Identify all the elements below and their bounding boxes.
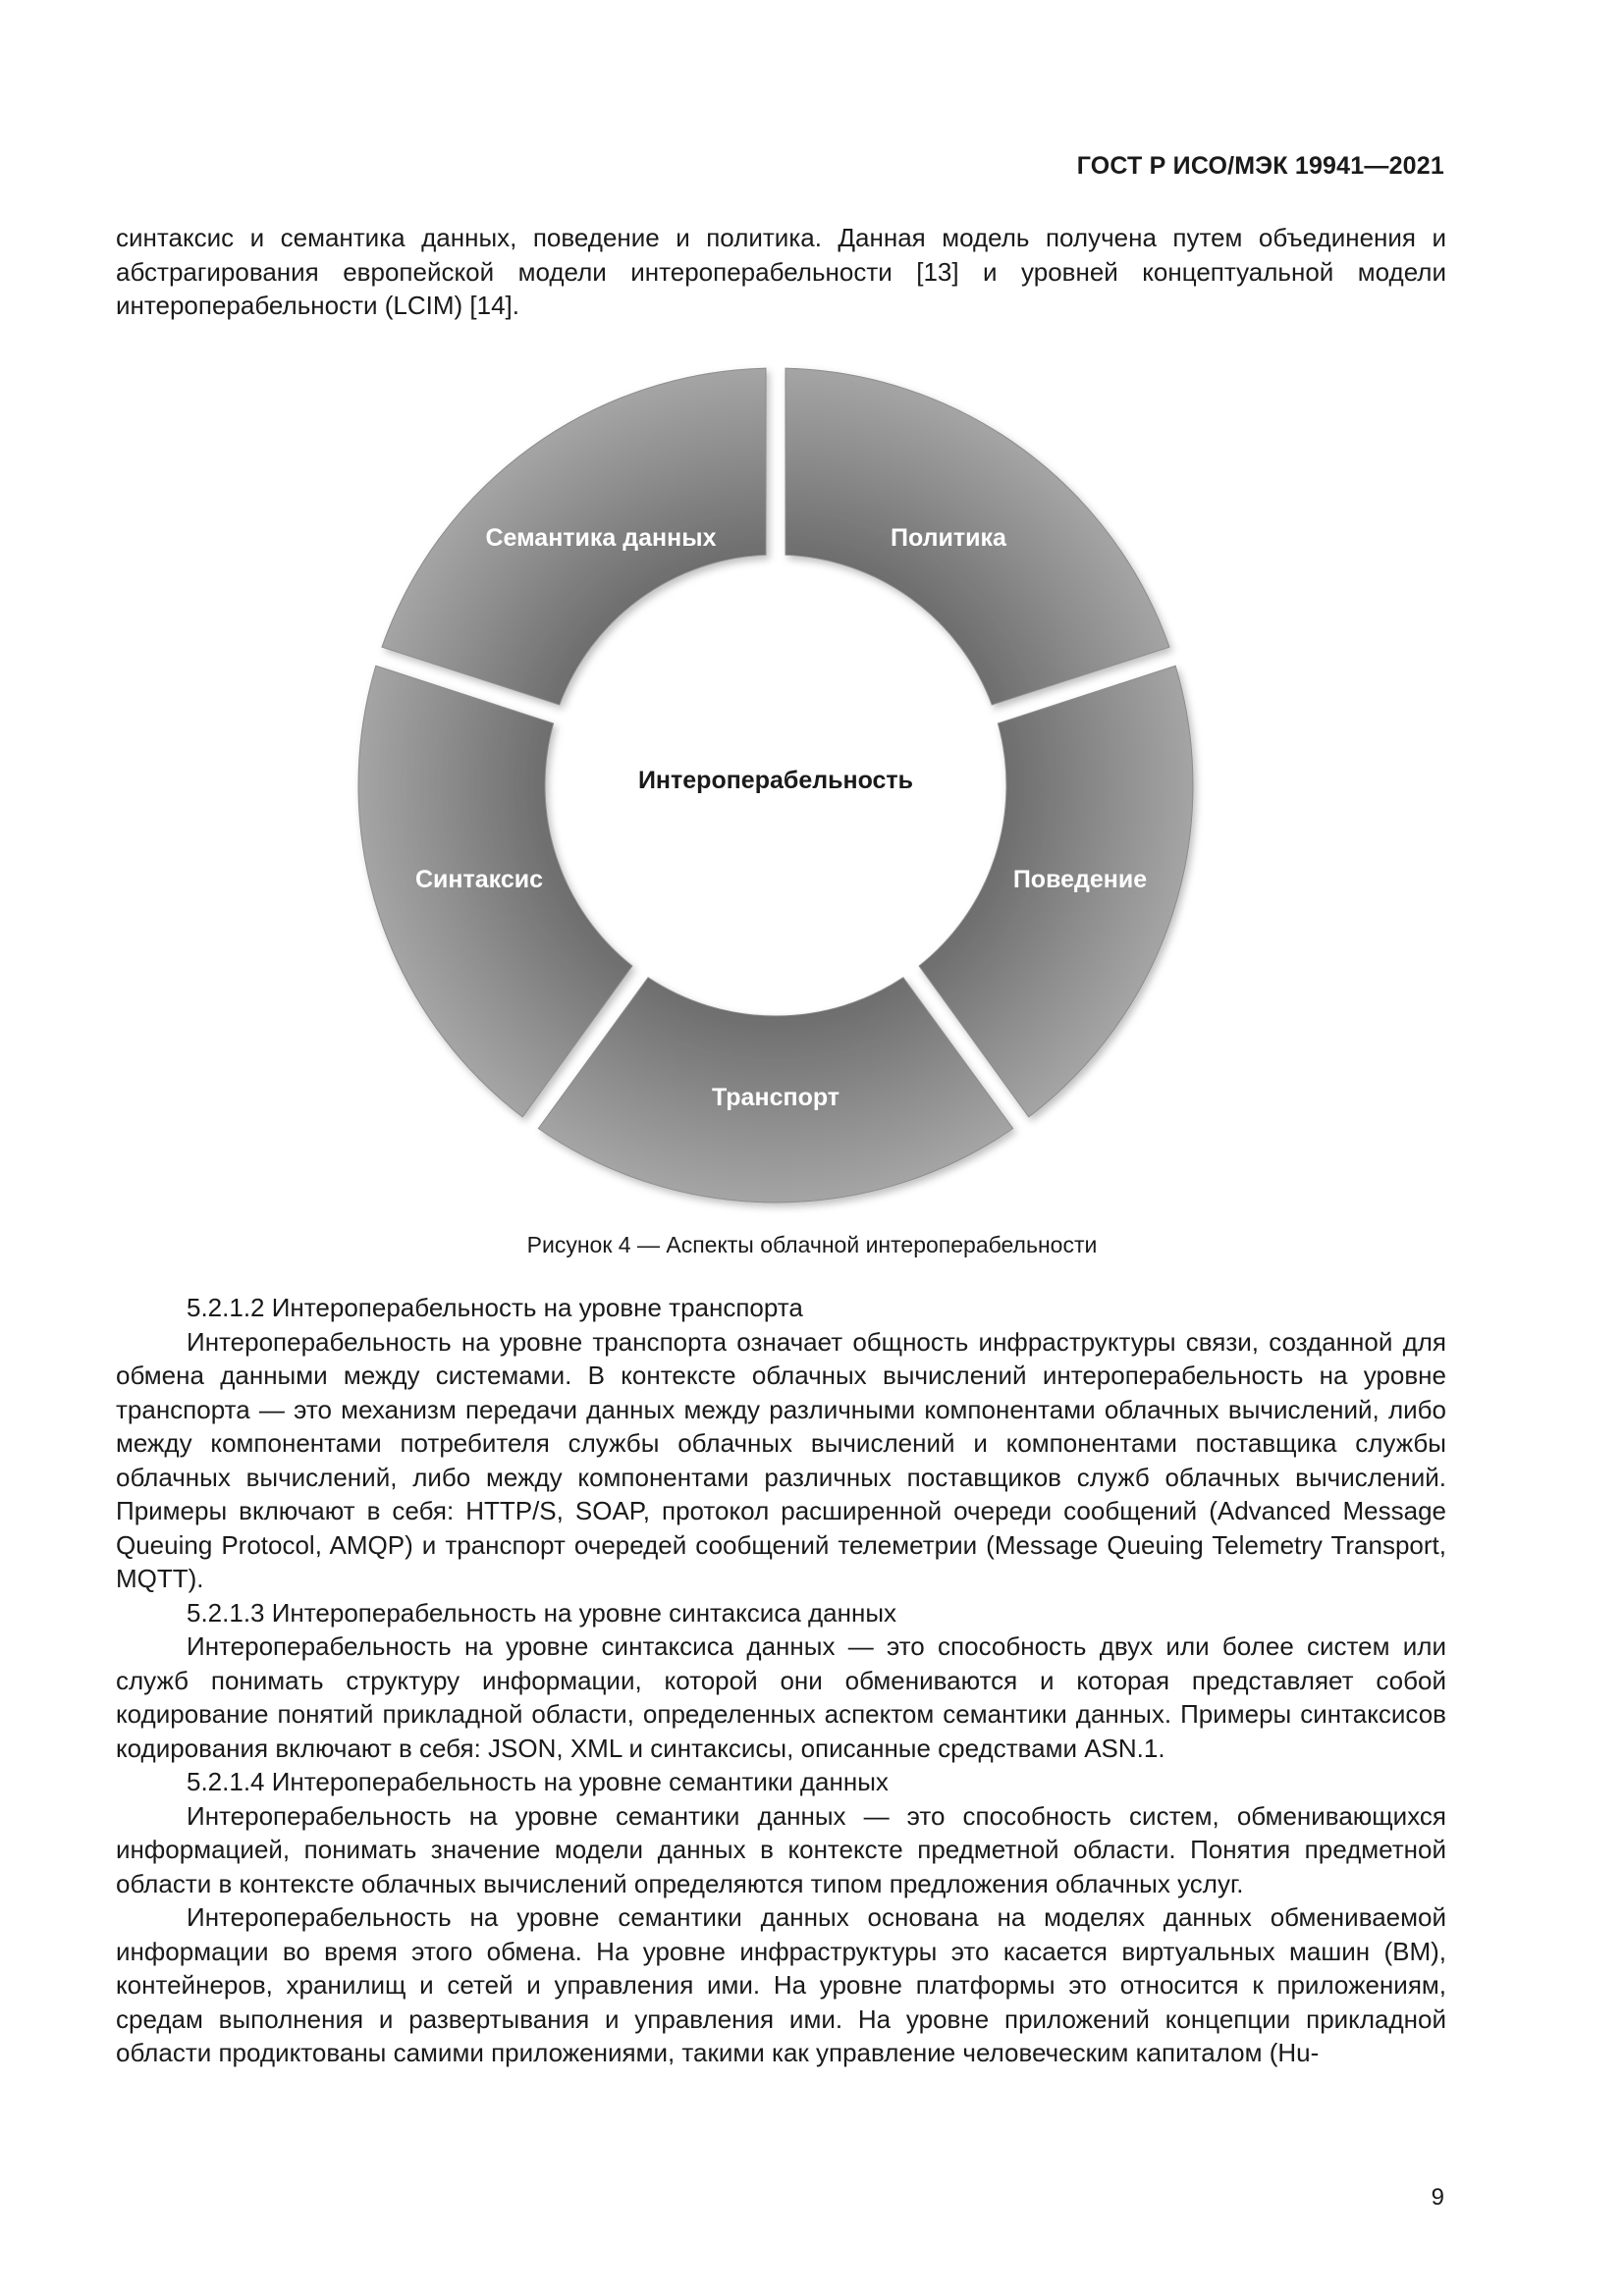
paragraph-semantics-1: Интероперабельность на уровне семантики данных — это способность систем, обменивающихся информацией, понимать значение модели данных в контексте предметной области. Понятия предметной области в контексте облачных вычислений определяются типом предложения облачных услуг. bbox=[116, 1800, 1446, 1898]
section-heading-semantics: 5.2.1.4 Интероперабельность на уровне семантики данных bbox=[187, 1767, 889, 1796]
section-heading-transport: 5.2.1.2 Интероперабельность на уровне транспорта bbox=[187, 1293, 803, 1322]
document-header: ГОСТ Р ИСО/МЭК 19941—2021 bbox=[1076, 152, 1444, 180]
segment-label-policy: Политика bbox=[891, 524, 1006, 552]
paragraph-syntax: Интероперабельность на уровне синтаксиса данных — это способность двух или более систем или служб понимать структуру информации, которой они обмениваются и которая представляет собой кодирование понятий прикладной области, определенных аспектом семантики данных. Примеры синтаксисов кодирования включают в себя: JSON, XML и синтаксисы, описанные средствами ASN.1. bbox=[116, 1631, 1446, 1763]
figure-caption: Рисунок 4 — Аспекты облачной интероперабельности bbox=[526, 1232, 1098, 1257]
page-number: 9 bbox=[1431, 2184, 1444, 2211]
segment-label-semantics: Семантика данных bbox=[485, 524, 717, 552]
diagram-center-label: Интероперабельность bbox=[637, 767, 914, 794]
segment-label-behavior: Поведение bbox=[1012, 866, 1148, 893]
section-heading-syntax: 5.2.1.3 Интероперабельность на уровне синтаксиса данных bbox=[187, 1597, 897, 1628]
paragraph-semantics-2: Интероперабельность на уровне семантики данных основана на моделях данных обмениваемой информации во время этого обмена. На уровне инфраструктуры это касается виртуальных машин (ВМ), контейнеров, хранилищ и сетей и управления ими. На уровне платформы это относится к приложениям, средам выполнения и развертывания и управления ими. На уровне приложений концепции прикладной области продиктованы самими приложениями, такими как управление человеческим капиталом (Hu- bbox=[116, 1902, 1446, 2067]
intro-paragraph: синтаксис и семантика данных, поведение и политика. Данная модель получена путем объединения и абстрагирования европейской модели интероперабельности [13] и уровней концептуальной модели интероперабельности (LCIM) [14]. bbox=[116, 223, 1446, 320]
segment-label-syntax: Синтаксис bbox=[414, 866, 544, 893]
paragraph-transport: Интероперабельность на уровне транспорта означает общность инфраструктуры связи, созданной для обмена данными между системами. В контексте облачных вычислений интероперабельность на уровне транспорта — это механизм передачи данных между различными компонентами облачных вычислений, либо между компонентами потребителя службы облачных вычислений и компонентами поставщика службы облачных вычислений, либо между компонентами различных поставщиков служб облачных вычислений. Примеры включают в себя: HTTP/S, SOAP, протокол расширенной очереди сообщений (Advanced Message Queuing Protocol, AMQP) и транспорт очередей сообщений телеметрии (Message Queuing Telemetry Transport, MQTT). bbox=[116, 1326, 1446, 1593]
body-text-block bbox=[116, 1291, 1446, 2070]
segment-label-transport: Транспорт bbox=[711, 1084, 840, 1111]
